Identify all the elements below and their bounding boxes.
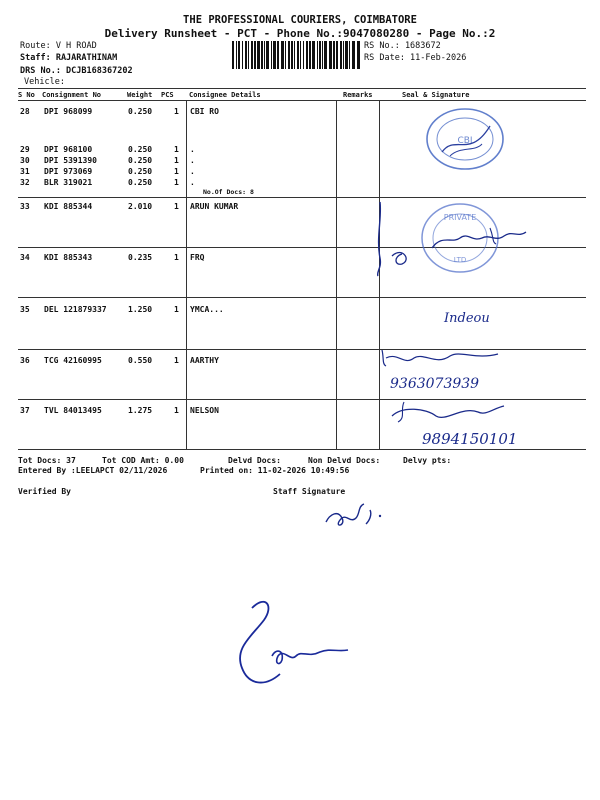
- barcode-bar: [291, 41, 293, 69]
- barcode-bar: [277, 41, 279, 69]
- barcode-bar: [333, 41, 335, 69]
- col-remarks: Remarks: [343, 91, 373, 99]
- cell-weight: 0.250: [128, 107, 153, 116]
- cell-pcs: 1: [174, 167, 179, 176]
- barcode-bar: [300, 41, 301, 69]
- barcode-bar: [357, 41, 360, 69]
- runsheet-subtitle: Delivery Runsheet - PCT - Phone No.:9047080280 - Page No.:2: [104, 27, 496, 40]
- barcode-bar: [242, 41, 243, 69]
- divider-consignee: [186, 100, 187, 450]
- total-docs: Tot Docs: 37: [18, 456, 76, 465]
- col-consignment: Consignment No: [42, 91, 102, 99]
- barcode-bar: [343, 41, 344, 69]
- barcode-bar: [245, 41, 247, 69]
- cell-consignment: TVL 84013495: [44, 406, 102, 415]
- handwritten-signature: [386, 398, 546, 450]
- col-pcs: PCS: [161, 91, 174, 99]
- barcode-bar: [345, 41, 348, 69]
- cell-consignee: .: [190, 145, 195, 154]
- group-doc-count: No.Of Docs: 8: [203, 188, 254, 196]
- staff-label: Staff: RAJARATHINAM: [20, 53, 118, 63]
- row-rule: [18, 297, 586, 298]
- handwritten-phone: 9894150101: [422, 430, 518, 448]
- divider-remarks: [336, 100, 337, 450]
- delivered-docs: Delvd Docs:: [228, 456, 281, 465]
- barcode-bar: [324, 41, 327, 69]
- barcode-bar: [248, 41, 249, 69]
- barcode-bar: [312, 41, 315, 69]
- cell-weight: 0.235: [128, 253, 153, 262]
- barcode-bar: [266, 41, 269, 69]
- barcode-bar: [288, 41, 290, 69]
- cell-pcs: 1: [174, 107, 179, 116]
- cell-pcs: 1: [174, 156, 179, 165]
- col-sno: S No: [18, 91, 35, 99]
- cell-consignment: KDI 885343: [44, 253, 93, 262]
- cell-weight: 2.010: [128, 202, 153, 211]
- staff-signature-label: Staff Signature: [273, 487, 346, 496]
- handwritten-phone: 9363073939: [390, 376, 480, 392]
- cell-consignment: DPI 5391390: [44, 156, 97, 165]
- barcode-bar: [329, 41, 332, 69]
- cell-consignment: BLR 319021: [44, 178, 93, 187]
- barcode-bar: [297, 41, 299, 69]
- cell-consignee: FRQ: [190, 253, 205, 262]
- barcode-bar: [273, 41, 276, 69]
- barcode-bar: [349, 41, 350, 69]
- verifier-signature: [224, 592, 354, 696]
- cell-pcs: 1: [174, 145, 179, 154]
- cell-sno: 32: [20, 178, 30, 187]
- barcode-bar: [251, 41, 253, 69]
- col-weight: Weight: [127, 91, 153, 99]
- cell-consignment: DPI 968100: [44, 145, 93, 154]
- cell-pcs: 1: [174, 253, 179, 262]
- vehicle-label: Vehicle:: [24, 77, 65, 87]
- cell-sno: 28: [20, 107, 30, 116]
- cell-consignee: .: [190, 178, 195, 187]
- barcode-bar: [319, 41, 321, 69]
- cell-consignee: ARUN KUMAR: [190, 202, 239, 211]
- barcode-bar: [306, 41, 308, 69]
- cell-weight: 0.250: [128, 178, 153, 187]
- cell-consignee: CBI RO: [190, 107, 219, 116]
- cell-consignee: AARTHY: [190, 356, 219, 365]
- barcode-bar: [257, 41, 260, 69]
- cell-consignment: KDI 885344: [44, 202, 93, 211]
- cell-weight: 0.250: [128, 167, 153, 176]
- cell-sno: 33: [20, 202, 30, 211]
- barcode-bar: [340, 41, 342, 69]
- cell-weight: 0.250: [128, 156, 153, 165]
- signature-text: Indeou: [444, 311, 490, 326]
- barcode-bar: [236, 41, 237, 69]
- seal-stamp: [420, 104, 510, 174]
- total-cod: Tot COD Amt: 0.00: [102, 456, 184, 465]
- stamp-text: PRIVATE: [443, 213, 477, 222]
- cell-consignment: DPI 973069: [44, 167, 93, 176]
- barcode-bar: [285, 41, 286, 69]
- barcode-bar: [254, 41, 256, 69]
- cell-weight: 1.275: [128, 406, 153, 415]
- cell-consignee: .: [190, 156, 195, 165]
- handwritten-signature: [372, 198, 532, 278]
- barcode-bar: [281, 41, 284, 69]
- cell-consignment: DEL 121879337: [44, 305, 107, 314]
- delivery-points: Delvy pts:: [403, 456, 452, 465]
- cell-pcs: 1: [174, 406, 179, 415]
- barcode-bar: [317, 41, 318, 69]
- col-consignee: Consignee Details: [189, 91, 261, 99]
- cell-weight: 0.250: [128, 145, 153, 154]
- cell-consignment: DPI 968099: [44, 107, 93, 116]
- barcode-bar: [261, 41, 263, 69]
- handwritten-signature: [440, 302, 530, 332]
- barcode-bar: [232, 41, 234, 69]
- barcode-bar: [264, 41, 265, 69]
- entered-by: Entered By :LEELAPCT 02/11/2026: [18, 466, 168, 475]
- barcode-bar: [322, 41, 323, 69]
- barcode-bar: [352, 41, 355, 69]
- verified-by-label: Verified By: [18, 487, 71, 496]
- barcode-bar: [238, 41, 240, 69]
- cell-pcs: 1: [174, 202, 179, 211]
- staff-signature: [320, 500, 410, 534]
- header-bottom-rule: [18, 100, 586, 101]
- cell-consignee: NELSON: [190, 406, 219, 415]
- cell-sno: 30: [20, 156, 30, 165]
- stamp-text: CBI: [457, 136, 473, 146]
- rs-date: RS Date: 11-Feb-2026: [364, 53, 467, 63]
- barcode: [232, 41, 360, 69]
- barcode-bar: [309, 41, 311, 69]
- cell-sno: 35: [20, 305, 30, 314]
- non-delivered-docs: Non Delvd Docs:: [308, 456, 381, 465]
- route-label: Route: V H ROAD: [20, 41, 97, 51]
- cell-pcs: 1: [174, 305, 179, 314]
- cell-sno: 31: [20, 167, 30, 176]
- barcode-bar: [294, 41, 295, 69]
- cell-weight: 1.250: [128, 305, 153, 314]
- cell-weight: 0.550: [128, 356, 153, 365]
- rs-number: RS No.: 1683672: [364, 41, 441, 51]
- table-top-rule: [18, 88, 586, 89]
- cell-pcs: 1: [174, 178, 179, 187]
- barcode-bar: [271, 41, 272, 69]
- company-title: THE PROFESSIONAL COURIERS, COIMBATORE: [183, 14, 417, 26]
- cell-sno: 34: [20, 253, 30, 262]
- cell-consignee: .: [190, 167, 195, 176]
- cell-consignment: TCG 42160995: [44, 356, 102, 365]
- printed-on: Printed on: 11-02-2026 10:49:56: [200, 466, 350, 475]
- cell-pcs: 1: [174, 356, 179, 365]
- drs-number: DRS No.: DCJB168367202: [20, 66, 133, 76]
- barcode-bar: [336, 41, 338, 69]
- barcode-bar: [303, 41, 304, 69]
- cell-sno: 37: [20, 406, 30, 415]
- handwritten-signature: [380, 346, 540, 394]
- cell-sno: 29: [20, 145, 30, 154]
- cell-consignee: YMCA...: [190, 305, 224, 314]
- stamp-text: LTD: [453, 256, 467, 264]
- cell-sno: 36: [20, 356, 30, 365]
- col-seal: Seal & Signature: [402, 91, 470, 99]
